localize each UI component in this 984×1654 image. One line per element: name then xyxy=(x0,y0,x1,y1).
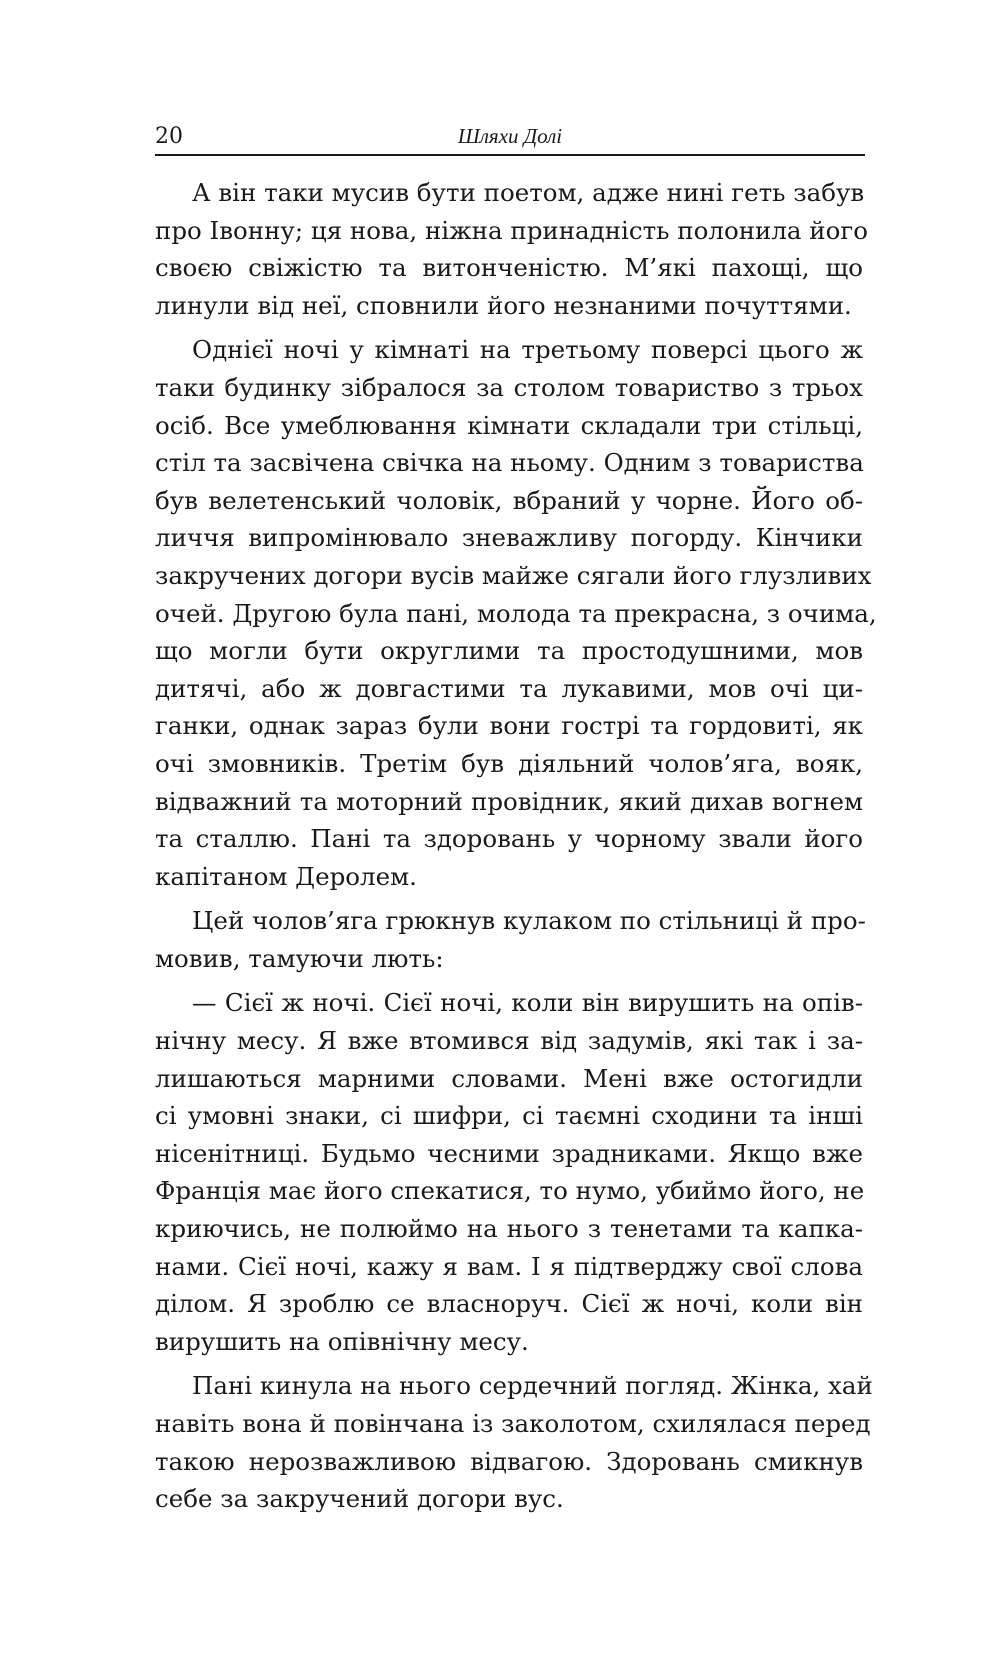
text-line: дитячі, або ж довгастими та лукавими, мов очі ци- xyxy=(155,673,863,703)
text-line: Цей чолов’яга грюкнув кулаком по стільниці й про- xyxy=(192,906,866,936)
text-line: Франція має його спекатися, то нумо, убиймо його, не xyxy=(155,1176,865,1206)
text-line: криючись, не полюймо на нього з тенетами та капка- xyxy=(155,1214,863,1244)
text-line: линули від неї, сповнили його незнаними почуттями. xyxy=(155,290,852,320)
paragraph-3 xyxy=(155,902,866,977)
text-line: вирушить на опівнічну месу. xyxy=(155,1326,529,1356)
text-line: очей. Другою була пані, молода та прекрасна, з очима, xyxy=(155,598,877,628)
text-line: що могли бути округлими та простодушними, мов xyxy=(155,636,863,666)
text-line: нічну месу. Я вже втомився від задумів, які так і за- xyxy=(155,1026,863,1056)
paragraph-gap xyxy=(155,895,863,902)
text-line: ганки, однак зараз були вони гострі та гордовиті, як xyxy=(155,711,863,741)
text-line: закручених догори вусів майже сягали його глузливих xyxy=(155,560,872,590)
text-line: очі змовників. Третім був діяльний чолов’яга, вояк, xyxy=(155,748,863,778)
text-line: Однієї ночі у кімнаті на третьому поверсі цього ж xyxy=(192,335,863,365)
text-line: лишаються марними словами. Мені вже остогидли xyxy=(155,1063,863,1093)
text-line: А він таки мусив бути поетом, адже нині геть забув xyxy=(192,178,865,207)
paragraph-1 xyxy=(155,174,868,324)
text-line: себе за закручений догори вус. xyxy=(155,1484,564,1514)
text-line: навіть вона й повінчана із заколотом, схилялася перед xyxy=(155,1409,871,1438)
text-line: — Сієї ж ночі. Сієї ночі, коли він вирушить на опів- xyxy=(192,988,863,1018)
text-line: такою нерозважливою відвагою. Здоровань смикнув xyxy=(155,1446,863,1476)
text-line: мовив, тамуючи лють: xyxy=(155,943,444,973)
text-line: нісенітниці. Будьмо чесними зрадниками. Якщо вже xyxy=(155,1138,863,1168)
paragraph-gap xyxy=(155,1360,863,1367)
running-header xyxy=(155,118,865,156)
text-line: та сталлю. Пані та здоровань у чорному звали його xyxy=(155,824,863,854)
paragraph-gap xyxy=(155,977,863,984)
text-line: своєю свіжістю та витонченістю. М’які пахощі, що xyxy=(155,253,863,283)
text-line: сі умовні знаки, сі шифри, сі таємні сходини та інші xyxy=(155,1101,863,1131)
text-line: Пані кинула на нього сердечний погляд. Жінка, хай xyxy=(192,1371,873,1401)
text-line: стіл та засвічена свічка на ньому. Одним з товариства xyxy=(155,448,864,478)
paragraph-2 xyxy=(155,331,877,895)
text-line: капітаном Деролем. xyxy=(155,861,417,891)
book-title: Шляхи Долі xyxy=(457,124,563,148)
paragraph-5 xyxy=(155,1367,873,1517)
paragraph-4 xyxy=(155,984,863,1360)
text-line: був велетенський чоловік, вбраний у чорне. Його об- xyxy=(155,485,863,515)
text-line: таки будинку зібралося за столом товариство з трьох xyxy=(155,372,863,402)
page-number: 20 xyxy=(155,124,183,149)
text-line: про Івонну; ця нова, ніжна принадність полонила його xyxy=(155,215,868,245)
text-line: ділом. Я зроблю се власноруч. Сієї ж ночі, коли він xyxy=(155,1289,863,1319)
text-line: нами. Сієї ночі, кажу я вам. І я підтверджу свої слова xyxy=(155,1251,863,1281)
text-line: відважний та моторний провідник, який дихав вогнем xyxy=(155,786,863,816)
book-page xyxy=(155,118,877,1518)
text-line: осіб. Все умеблювання кімнати складали три стільці, xyxy=(155,410,863,440)
text-line: личчя випромінювало зневажливу погорду. Кінчики xyxy=(155,523,863,553)
body-text xyxy=(155,174,877,1518)
paragraph-gap xyxy=(155,324,863,331)
